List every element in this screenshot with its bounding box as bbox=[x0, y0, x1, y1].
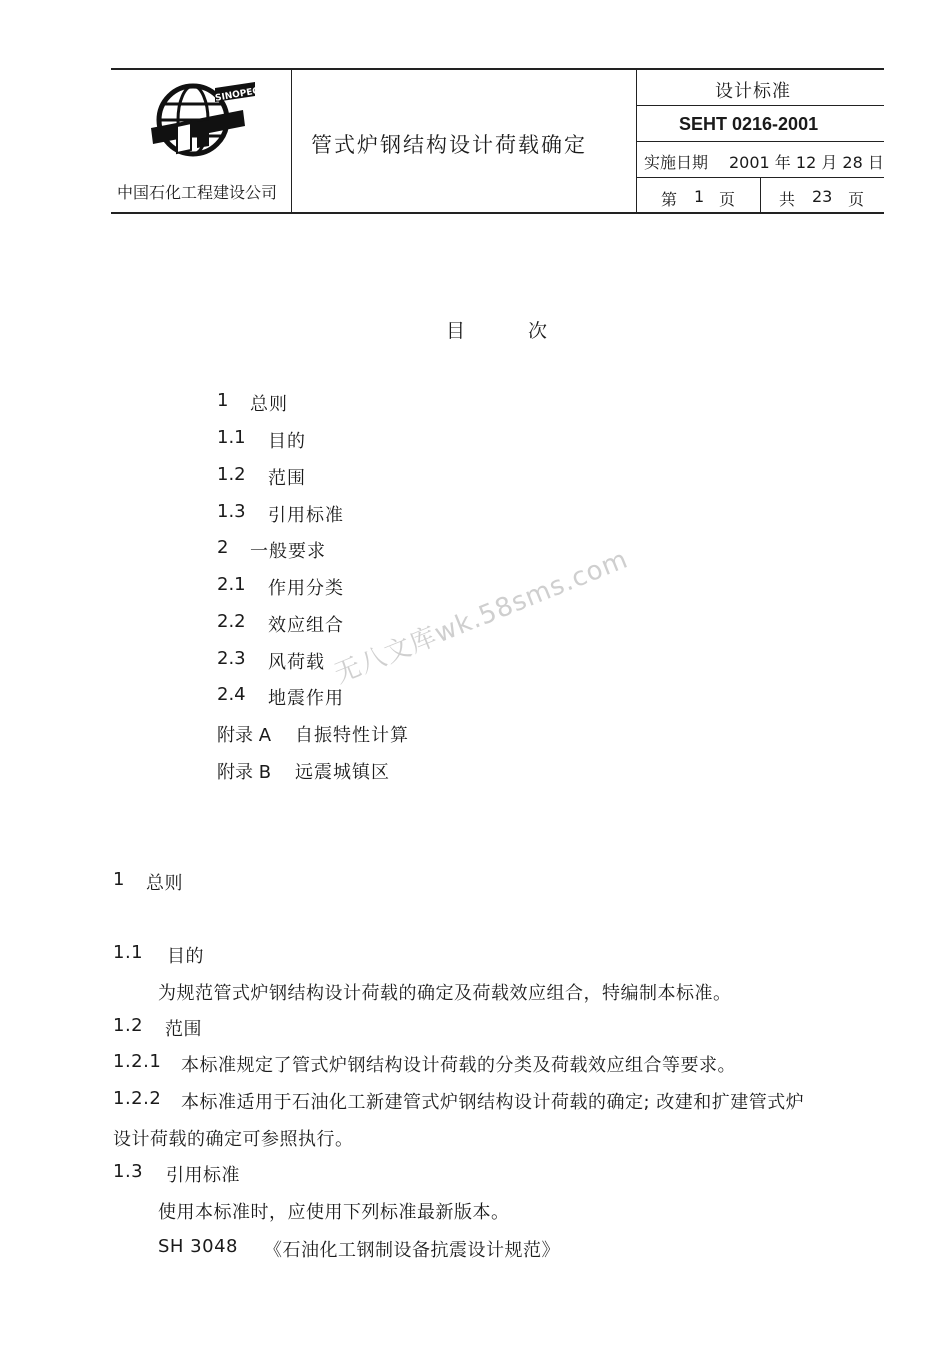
toc-item-text: 范围 bbox=[268, 468, 306, 489]
section-1-3-num: 1.3 bbox=[113, 1161, 144, 1182]
header-bottom-border bbox=[111, 212, 884, 214]
doc-title: 管式炉钢结构设计荷载确定 bbox=[311, 133, 587, 157]
section-1-1-text: 为规范管式炉钢结构设计荷载的确定及荷载效应组合，特编制本标准。 bbox=[158, 983, 732, 1004]
toc-item-text: 目的 bbox=[268, 431, 306, 452]
section-1-2-2-text-cont: 设计荷载的确定可参照执行。 bbox=[113, 1129, 354, 1150]
toc-item-text: 一般要求 bbox=[250, 541, 326, 562]
section-1-2-2-text: 本标准适用于石油化工新建管式炉钢结构设计荷载的确定; 改建和扩建管式炉 bbox=[181, 1092, 805, 1113]
header-divider-1 bbox=[291, 68, 292, 214]
section-1-2-1-num: 1.2.1 bbox=[113, 1051, 162, 1072]
toc-item-text: 作用分类 bbox=[268, 578, 344, 599]
toc-title-left: 目 bbox=[446, 320, 466, 342]
toc-item-num: 1.1 bbox=[217, 427, 246, 448]
toc-item-num: 1.2 bbox=[217, 464, 246, 485]
header-row-line-1 bbox=[636, 105, 884, 106]
toc-item-text: 总则 bbox=[250, 394, 288, 415]
toc-item-text: 远震城镇区 bbox=[295, 762, 390, 783]
section-1-1-num: 1.1 bbox=[113, 942, 144, 963]
toc-item-num: 1.3 bbox=[217, 501, 246, 522]
toc-item-num: 附录 A bbox=[217, 725, 272, 746]
toc-item-text: 地震作用 bbox=[268, 688, 344, 709]
watermark: 无八文库wk.58sms.com bbox=[330, 544, 633, 690]
section-1-1-title: 目的 bbox=[167, 946, 204, 967]
toc-item-num: 2.2 bbox=[217, 611, 246, 632]
toc-item-num: 2.1 bbox=[217, 574, 246, 595]
total-prefix: 共 bbox=[779, 190, 796, 209]
toc-item-num: 2.3 bbox=[217, 648, 246, 669]
toc-title-right: 次 bbox=[528, 320, 548, 342]
company-name: 中国石化工程建设公司 bbox=[117, 183, 278, 202]
section-1-2-1-text: 本标准规定了管式炉钢结构设计荷载的分类及荷载效应组合等要求。 bbox=[181, 1055, 736, 1076]
header-page-divider bbox=[760, 177, 761, 213]
section-1-2-title: 范围 bbox=[165, 1019, 202, 1040]
doc-category: 设计标准 bbox=[715, 81, 791, 102]
toc-item-num: 附录 B bbox=[217, 762, 272, 783]
toc-item-text: 引用标准 bbox=[268, 505, 344, 526]
section-1-num: 1 bbox=[113, 869, 125, 890]
toc-item-num: 1 bbox=[217, 390, 229, 411]
toc-item-num: 2 bbox=[217, 537, 229, 558]
header-top-border bbox=[111, 68, 884, 70]
toc-item-num: 2.4 bbox=[217, 684, 246, 705]
total-pages: 23 bbox=[812, 187, 833, 206]
toc-item-text: 风荷载 bbox=[268, 652, 325, 673]
toc-item-text: 效应组合 bbox=[268, 615, 344, 636]
document-header bbox=[111, 68, 884, 214]
reference-title: 《石油化工钢制设备抗震设计规范》 bbox=[264, 1240, 560, 1261]
date-label: 实施日期 bbox=[644, 153, 709, 172]
page-suffix: 页 bbox=[719, 190, 736, 209]
logo-text: SINOPEC bbox=[214, 86, 260, 104]
toc-item-text: 自振特性计算 bbox=[295, 725, 409, 746]
page-number: 1 bbox=[694, 187, 705, 206]
section-1-3-text: 使用本标准时，应使用下列标准最新版本。 bbox=[158, 1202, 510, 1223]
total-suffix: 页 bbox=[848, 190, 865, 209]
section-1-3-title: 引用标准 bbox=[166, 1165, 240, 1186]
page-prefix: 第 bbox=[661, 190, 678, 209]
section-1-2-2-num: 1.2.2 bbox=[113, 1088, 162, 1109]
doc-code: SEHT 0216-2001 bbox=[679, 114, 819, 134]
section-1-2-num: 1.2 bbox=[113, 1015, 144, 1036]
header-row-line-2 bbox=[636, 141, 884, 142]
date-value: 2001 年 12 月 28 日 bbox=[729, 153, 884, 172]
reference-code: SH 3048 bbox=[158, 1236, 238, 1257]
section-1-title: 总则 bbox=[146, 873, 183, 894]
